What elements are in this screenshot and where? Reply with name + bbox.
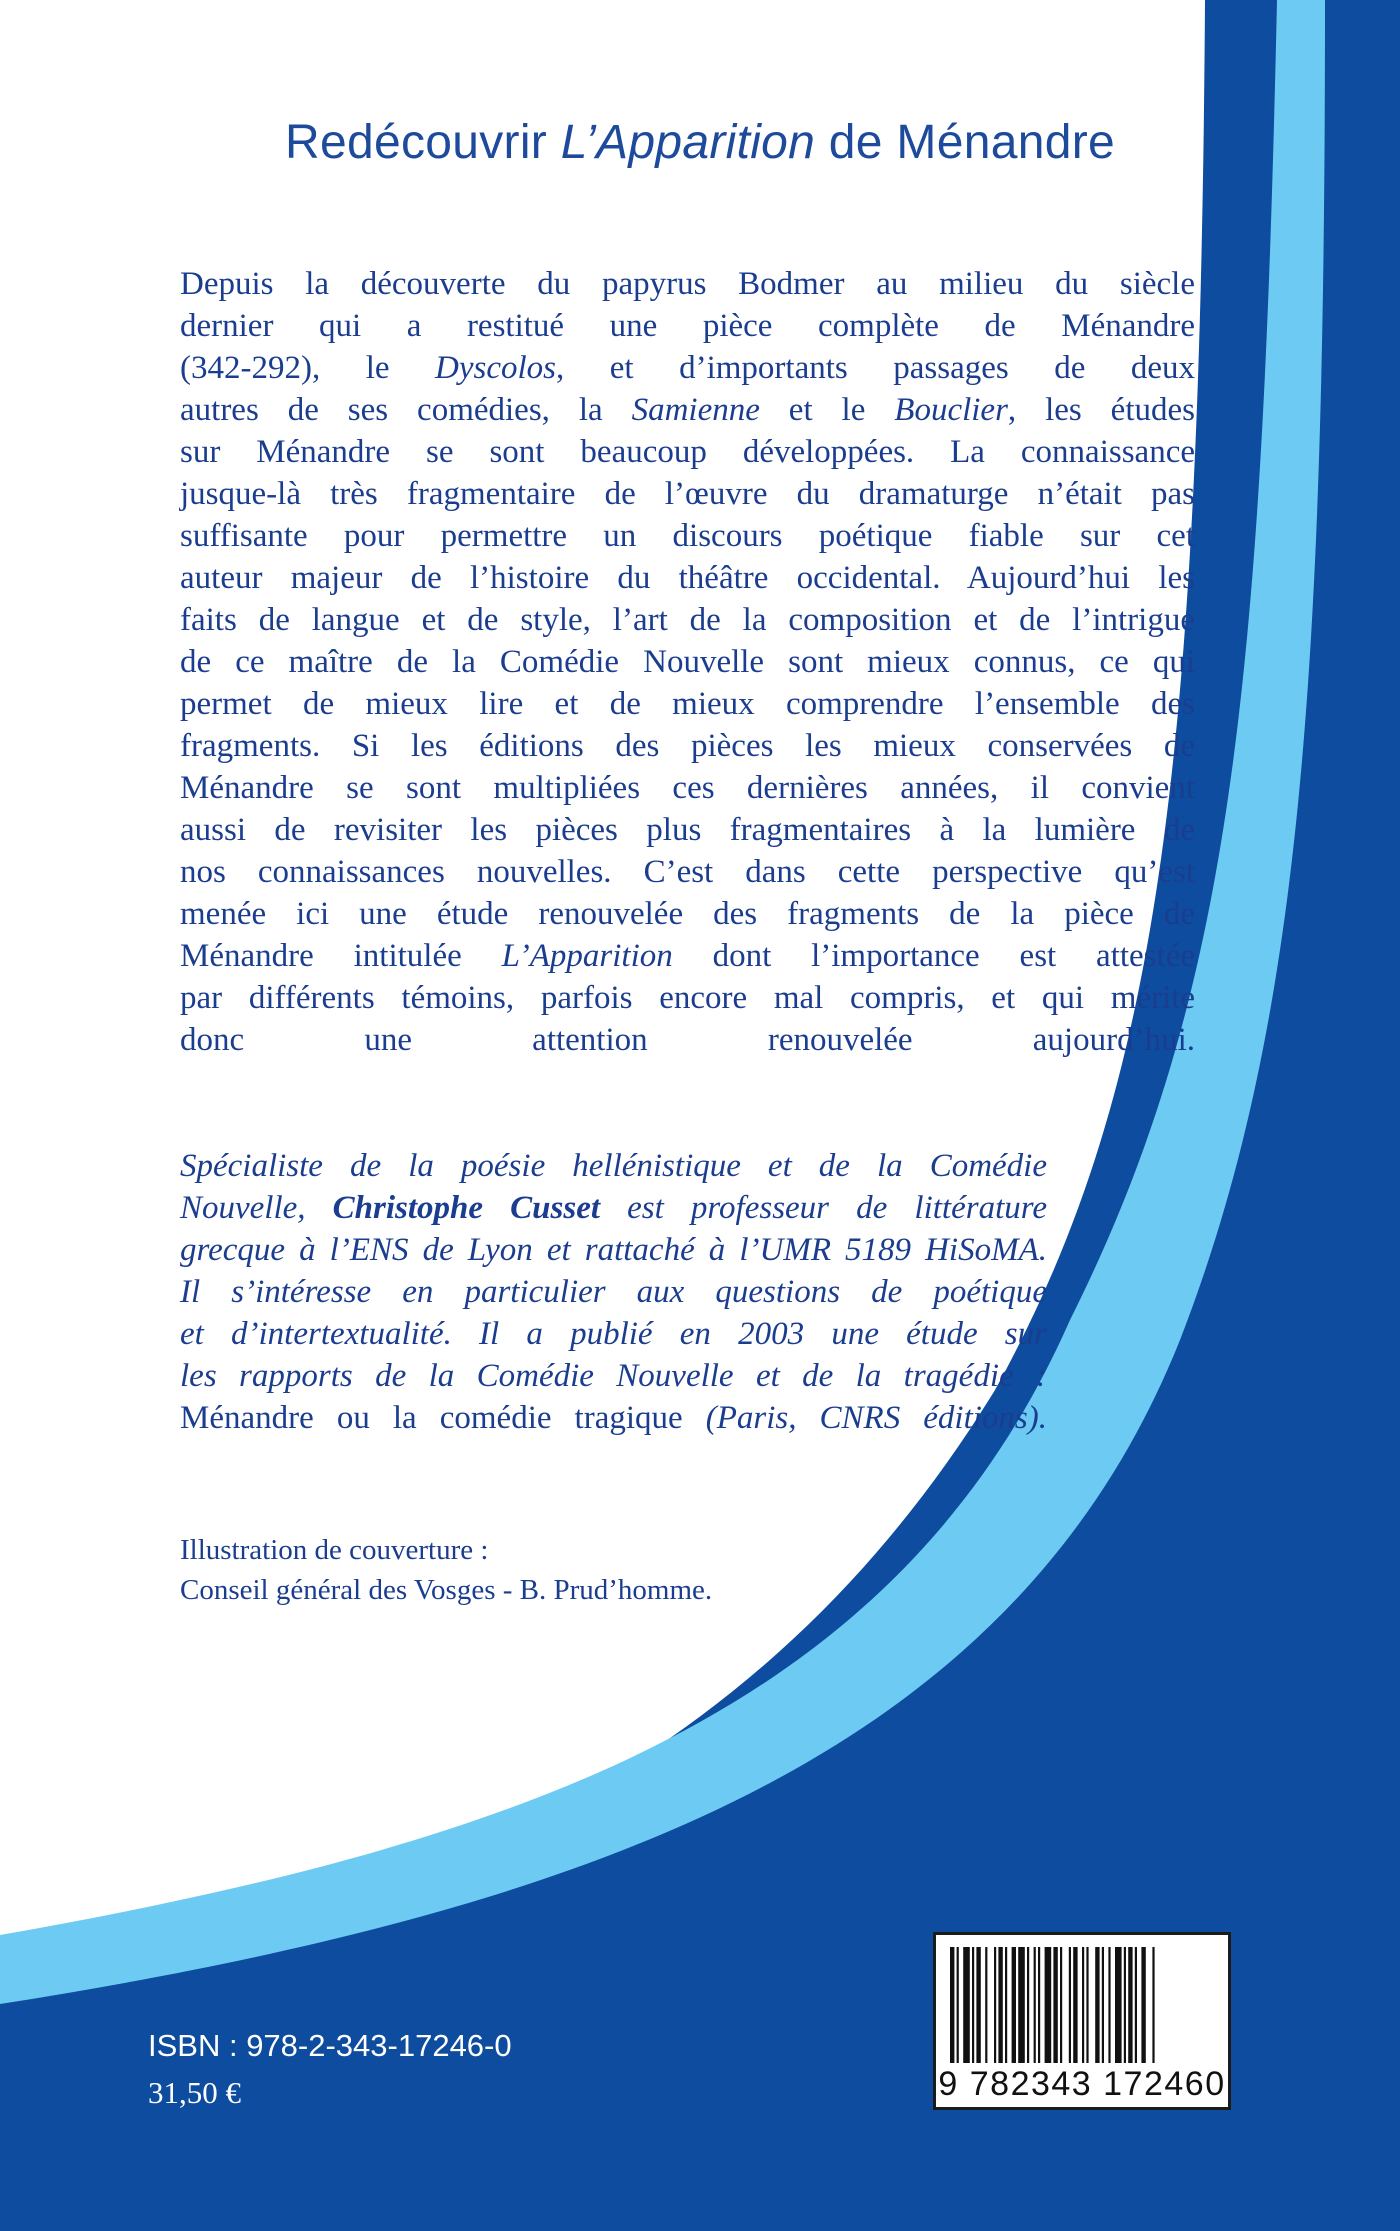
barcode-bar: [1102, 1947, 1104, 2063]
title-part: Redécouvrir: [285, 116, 561, 169]
barcode-bar: [957, 1947, 959, 2063]
author-biography: [180, 1145, 1047, 1439]
barcode-bar: [985, 1947, 987, 2063]
italic-title: L’Apparition: [501, 938, 673, 974]
text-line: Il s’intéresse en particulier aux questions de poétique: [180, 1274, 1047, 1310]
barcode-bar: [963, 1947, 970, 2063]
text-line: par différents témoins, parfois encore mal compris, et qui mérite: [180, 980, 1195, 1016]
text-line: menée ici une étude renouvelée des fragments de la pièce de: [180, 896, 1195, 932]
barcode-bar: [1108, 1947, 1110, 2063]
text-line: Nouvelle, Christophe Cusset est professeur de littérature: [180, 1190, 1047, 1226]
text-line: (342-292), le Dyscolos, et d’importants passages de deux: [180, 350, 1195, 386]
title-part: de Ménandre: [815, 116, 1115, 169]
barcode-bar: [1073, 1947, 1077, 2063]
barcode-bar: [998, 1947, 1002, 2063]
barcode-bar: [1012, 1947, 1016, 2063]
barcode-bar: [1082, 1947, 1084, 2063]
text-line: suffisante pour permettre un discours poétique fiable sur cet: [180, 518, 1195, 554]
text-line: les rapports de la Comédie Nouvelle et de la tragédie :: [180, 1358, 1047, 1394]
text-line: nos connaissances nouvelles. C’est dans cette perspective qu’est: [180, 854, 1195, 890]
text-line: donc une attention renouvelée aujourd’hui.: [180, 1022, 1195, 1058]
author-name: Christophe Cusset: [332, 1190, 601, 1226]
text-line: autres de ses comédies, la Samienne et le Bouclier, les études: [180, 392, 1195, 428]
barcode-bar: [1141, 1947, 1145, 2063]
text-line: dernier qui a restitué une pièce complète de Ménandre: [180, 308, 1195, 344]
text-line: auteur majeur de l’histoire du théâtre occidental. Aujourd’hui les: [180, 560, 1195, 596]
barcode-bar: [1018, 1947, 1025, 2063]
barcode-bar: [1124, 1947, 1126, 2063]
credit-source: Conseil général des Vosges - B. Prud’homme.: [180, 1574, 713, 1606]
barcode-bars: [950, 1947, 1214, 2063]
barcode-bar: [1038, 1947, 1040, 2063]
italic-title: Bouclier: [894, 392, 1008, 428]
book-reference: Ménandre ou la comédie tragique: [180, 1400, 683, 1436]
barcode-bar: [1045, 1947, 1052, 2063]
barcode-bar: [1034, 1947, 1036, 2063]
barcode-bar: [1069, 1947, 1071, 2063]
text-line: faits de langue et de style, l’art de la composition et de l’intrigue: [180, 602, 1195, 638]
text-line: aussi de revisiter les pièces plus fragmentaires à la lumière de: [180, 812, 1195, 848]
isbn-barcode: [933, 1932, 1231, 2110]
barcode-digits: 9 782343 172460: [938, 2065, 1226, 2103]
barcode-bar: [976, 1947, 980, 2063]
barcode-bar: [1060, 1947, 1062, 2063]
book-title: [0, 115, 1400, 170]
isbn-number: ISBN : 978-2-343-17246-0: [148, 2028, 512, 2063]
text-line: de ce maître de la Comédie Nouvelle sont mieux connus, ce qui: [180, 644, 1195, 680]
barcode-bar: [1115, 1947, 1122, 2063]
text-line: Ménandre se sont multipliées ces dernières années, il convient: [180, 770, 1195, 806]
text-line: jusque-là très fragmentaire de l’œuvre du dramaturge n’était pas: [180, 476, 1195, 512]
credit-label: Illustration de couverture :: [180, 1534, 489, 1566]
text-line: Depuis la découverte du papyrus Bodmer au milieu du siècle: [180, 266, 1195, 302]
text-line: grecque à l’ENS de Lyon et rattaché à l’UMR 5189 HiSoMA.: [180, 1232, 1047, 1268]
barcode-bar: [1128, 1947, 1132, 2063]
book-price: 31,50 €: [148, 2075, 241, 2110]
text-line: et d’intertextualité. Il a publié en 2003 une étude sur: [180, 1316, 1047, 1352]
title-italic-part: L’Apparition: [560, 116, 816, 169]
barcode-bar: [1086, 1947, 1088, 2063]
barcode-bar: [1027, 1947, 1029, 2063]
italic-title: Samienne: [631, 392, 760, 428]
italic-title: Dyscolos: [435, 350, 557, 386]
text-line: Ménandre ou la comédie tragique (Paris, CNRS éditions).: [180, 1400, 1047, 1436]
barcode-bar: [950, 1947, 954, 2063]
cover-illustration-credit: [180, 1530, 880, 1610]
text-line: Ménandre intitulée L’Apparition dont l’importance est attestée: [180, 938, 1195, 974]
barcode-bar: [1053, 1947, 1057, 2063]
text-line: permet de mieux lire et de mieux comprendre l’ensemble des: [180, 686, 1195, 722]
book-summary: [180, 263, 1195, 1061]
text-line: Spécialiste de la poésie hellénistique et de la Comédie: [180, 1148, 1047, 1184]
text-line: fragments. Si les éditions des pièces les mieux conservées de: [180, 728, 1195, 764]
text-line: sur Ménandre se sont beaucoup développées. La connaissance: [180, 434, 1195, 470]
barcode-bar: [1152, 1947, 1154, 2063]
barcode-bar: [1095, 1947, 1099, 2063]
barcode-bar: [1005, 1947, 1007, 2063]
barcode-bar: [1135, 1947, 1137, 2063]
barcode-bar: [994, 1947, 996, 2063]
barcode-bar: [972, 1947, 974, 2063]
